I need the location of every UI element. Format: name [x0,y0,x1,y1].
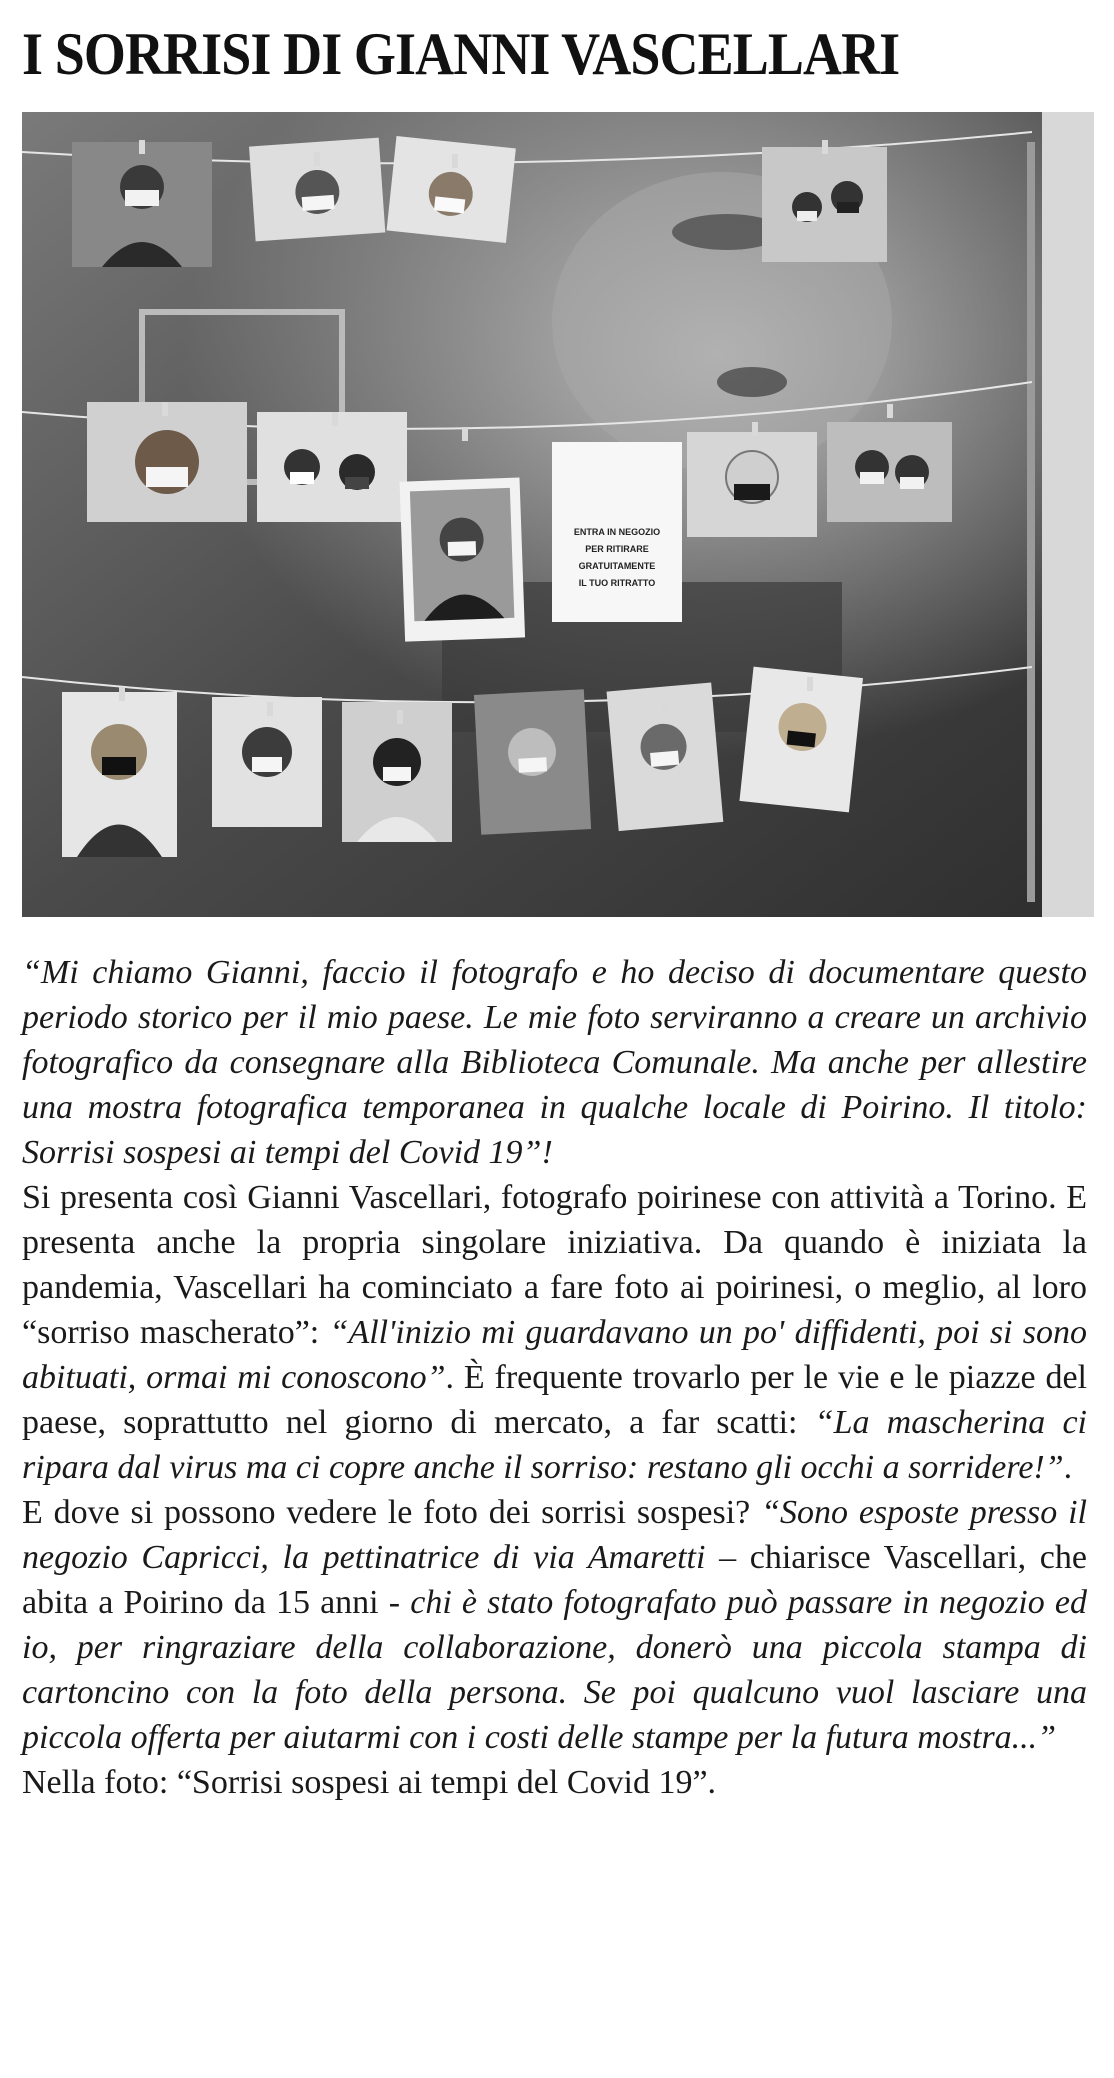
sign-line: PER RITIRARE [585,544,649,554]
text-run: – chiarisce Vascellari, che abita a Poirino da 15 anni - [22,1539,1087,1621]
text-run: . [1063,1449,1073,1486]
quote-run: “La mascherina ci ripara dal virus ma ci copre anche il sorriso: restano gli occhi a sorridere!” [22,1404,1087,1486]
article-paragraph-1 [22,950,1087,1175]
headline: I SORRISI DI GIANNI VASCELLARI [22,21,900,87]
opening-quote: “Mi chiamo Gianni, faccio il fotografo e ho deciso di documentare questo periodo storico per il mio paese. Le mie foto serviranno a creare un archivio fotografico da consegnare alla Biblioteca Comunale. Ma anche per allestire una mostra fotografica temporanea in qualche locale di Poirino. Il titolo: Sorrisi sospesi ai tempi del Covid 19”! [22,954,1087,1171]
text-run: . È frequente trovarlo per le vie e le piazze del paese, soprattutto nel giorno di mercato, a far scatti: [22,1359,1087,1441]
sign-line: GRATUITAMENTE [578,561,656,571]
text-run: E dove si possono vedere le foto dei sorrisi sospesi? [22,1494,762,1531]
sign-line: IL TUO RITRATTO [578,578,656,588]
portrait-print [762,147,887,262]
shop-sign [552,442,682,622]
portrait-print [387,136,516,243]
portrait-print [72,142,212,267]
portrait-print [62,692,177,857]
quote-run: “All'inizio mi guardavano un po' diffidenti, poi si sono abituati, ormai mi conoscono” [22,1314,1087,1396]
quote-run: “Sono esposte presso il negozio Capricci, la pettinatrice di via Amaretti [22,1494,1087,1576]
article-paragraph-3 [22,1490,1087,1760]
portrait-print [827,422,952,522]
sign-line: ENTRA IN NEGOZIO [573,527,661,537]
quote-run: chi è stato fotografato può passare in negozio ed io, per ringraziare della collaborazione, donerò una piccola stampa di cartoncino con la foto della persona. Se poi qualcuno vuol lasciare una piccola offerta per aiutarmi con i costi delle stampe per la futura mostra...” [22,1584,1087,1756]
portrait-print [400,478,526,642]
text-run: Si presenta così Gianni Vascellari, fotografo poirinese con attività a Torino. E presenta anche la propria singolare iniziativa. Da quando è iniziata la pandemia, Vascellari ha cominciato a fare foto ai poirinesi, o meglio, al loro “sorriso mascherato”: [22,1179,1087,1351]
portrait-print [474,689,591,835]
photo-caption [22,1760,1087,1805]
article-body [22,950,1087,1805]
portrait-print [212,697,322,827]
window-frame [1042,112,1094,917]
photo-illustration [22,112,1094,917]
portrait-print [739,667,863,813]
portrait-print [687,432,817,537]
portrait-print [257,412,407,522]
shop-window-photo [22,112,1094,917]
caption-text: Nella foto: “Sorrisi sospesi ai tempi del Covid 19”. [22,1764,717,1801]
article-paragraph-2 [22,1175,1087,1490]
portrait-print [87,402,247,522]
